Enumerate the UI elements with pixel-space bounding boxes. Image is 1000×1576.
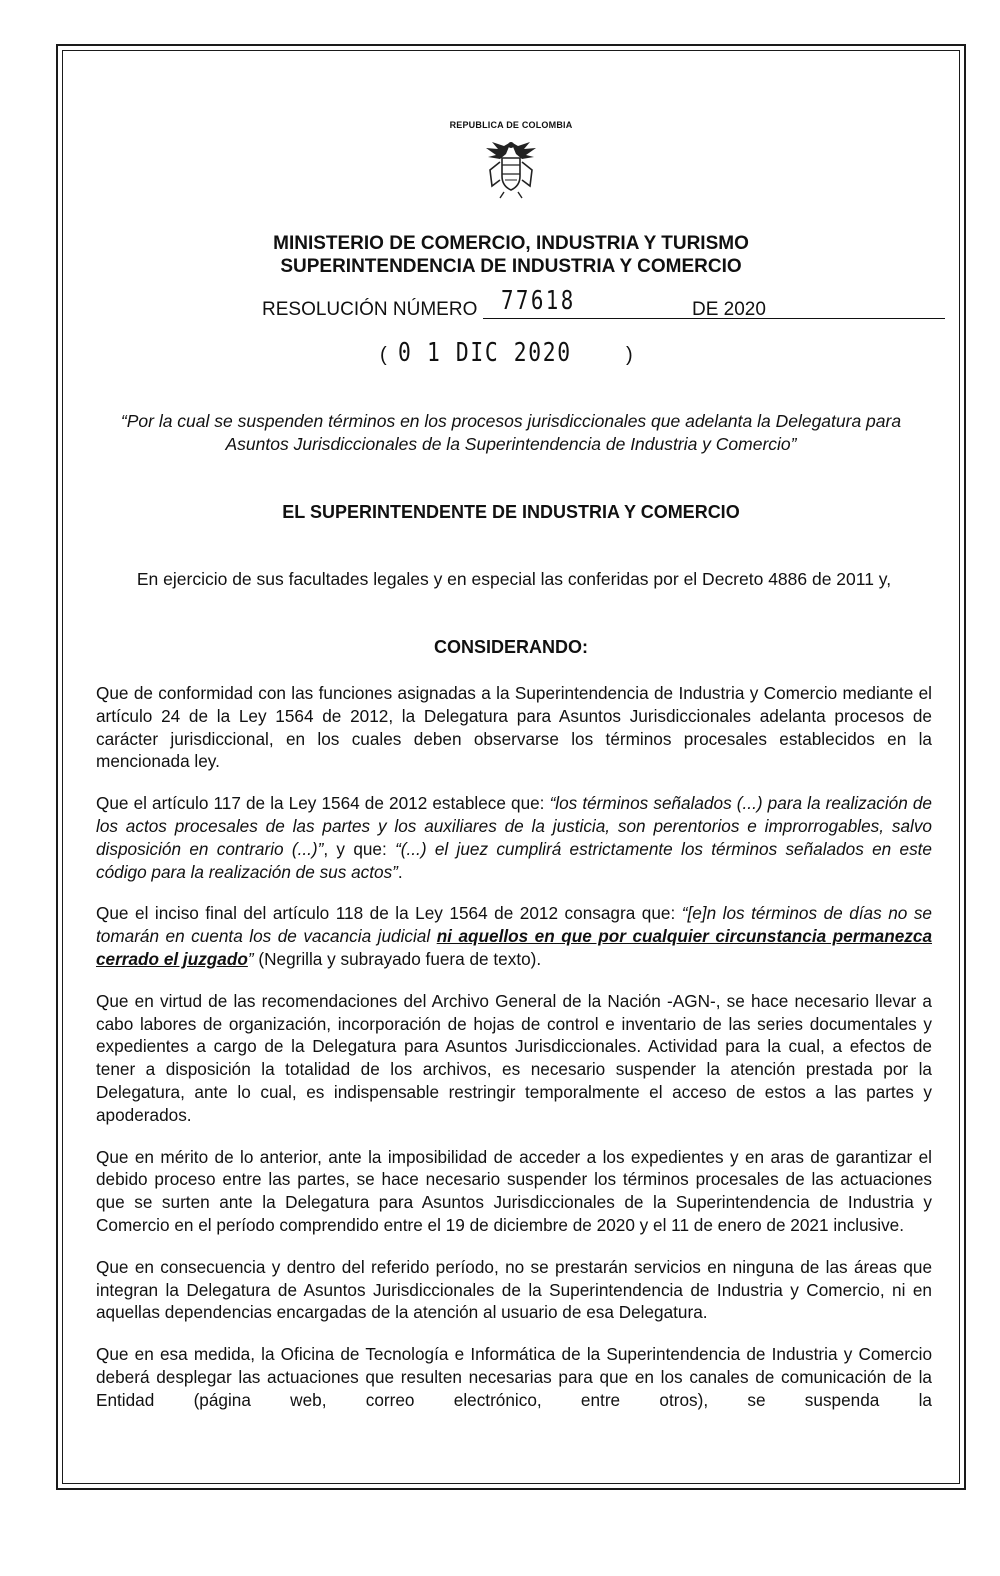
- coat-of-arms-icon: [478, 136, 544, 200]
- paragraph-5: Que en mérito de lo anterior, ante la imposibilidad de acceder a los expedientes y en aras de garantizar el debido proceso entre las partes, se hace necesario suspender los términos procesales de las actuaciones que se surten ante la Delegatura para Asuntos Jurisdiccionales de la Superintendencia de Industria y Comercio en el período comprendido entre el 19 de diciembre de 2020 y el 11 de enero de 2021 inclusive.: [96, 1146, 932, 1235]
- p2-end: .: [397, 861, 403, 882]
- p2-text: Que el artículo 117 de la Ley 1564 de 2012 establece que:: [96, 793, 550, 814]
- date-paren-open: (: [380, 344, 387, 366]
- document-body: [96, 682, 932, 1431]
- p2-quote-1: “los términos señalados (...) para la realización de los actos procesales de las partes y los auxiliares de la justicia, son perentorios e improrrogables, salvo disposición en contrario (...)”: [96, 793, 932, 859]
- p3-bold-underline: ni aquellos en que por cualquier circunstancia permanezca cerrado el juzgado: [96, 926, 933, 969]
- paragraph-4: Que en virtud de las recomendaciones del Archivo General de la Nación -AGN-, se hace necesario llevar a cabo labores de organización, incorporación de hojas de control e inventario de las series documentales y expedientes a cargo de la Delegatura para Asuntos Jurisdiccionales. Actividad para la cual, a efectos de tener a disposición la totalidad de los archivos, es necesario suspender la atención prestada por la Delegatura, ante lo cual, es indispensable restringir temporalmente el acceso de estos a las partes y apoderados.: [96, 990, 932, 1125]
- authority-heading: EL SUPERINTENDENTE DE INDUSTRIA Y COMERCIO: [282, 502, 740, 522]
- paragraph-3: [96, 902, 932, 970]
- ejercicio-text: En ejercicio de sus facultades legales y en especial las conferidas por el Decreto 4886 de 2011 y,: [136, 569, 892, 589]
- republica-label: REPUBLICA DE COLOMBIA: [449, 120, 573, 130]
- p2-quote-2: “(...) el juez cumplirá estrictamente los términos señalados en este código para la realización de sus actos”: [96, 838, 932, 882]
- p3-text: Que el inciso final del artículo 118 de la Ley 1564 de 2012 consagra que:: [96, 903, 682, 924]
- resolucion-number: 77618: [501, 286, 576, 316]
- date-paren-close: ): [626, 344, 633, 366]
- considerando-heading: CONSIDERANDO:: [433, 637, 588, 657]
- p3-note: (Negrilla y subrayado fuera de texto).: [253, 948, 542, 969]
- paragraph-6: Que en consecuencia y dentro del referido período, no se prestarán servicios en ninguna de las áreas que integran la Delegatura de Asuntos Jurisdiccionales de la Superintendencia de Industria y Comercio, ni en aquellas dependencias encargadas de la atención al usuario de esa Delegatura.: [96, 1256, 932, 1323]
- resolucion-year: DE 2020: [692, 299, 766, 320]
- ministerio-title: MINISTERIO DE COMERCIO, INDUSTRIA Y TURISMO: [273, 233, 749, 254]
- superintendencia-title: SUPERINTENDENCIA DE INDUSTRIA Y COMERCIO: [280, 256, 742, 277]
- p2-text-2: , y que:: [323, 838, 396, 859]
- p3-quote-close: ”: [247, 948, 254, 969]
- date-stamp: 0 1 DIC 2020: [398, 338, 572, 368]
- date-line: [380, 340, 680, 370]
- paragraph-2: [96, 792, 932, 883]
- epigraph: “Por la cual se suspenden términos en los procesos jurisdiccionales que adelanta la Delegatura para Asuntos Jurisdiccionales de la Superintendencia de Industria y Comercio”: [120, 411, 902, 454]
- resolucion-label: RESOLUCIÓN NÚMERO: [262, 299, 478, 320]
- paragraph-1: Que de conformidad con las funciones asignadas a la Superintendencia de Industria y Comercio mediante el artículo 24 de la Ley 1564 de 2012, la Delegatura para Asuntos Jurisdiccionales adelanta procesos de carácter jurisdiccional, en los cuales deben observarse los términos procesales establecidos en la mencionada ley.: [96, 683, 932, 772]
- p3-quote: “[e]n los términos de días no se tomarán en cuenta los de vacancia judicial: [96, 903, 932, 947]
- paragraph-7: Que en esa medida, la Oficina de Tecnología e Informática de la Superintendencia de Industria y Comercio deberá desplegar las actuaciones que resulten necesarias para que en los canales de comunicación de la Entidad (página web, correo electrónico, entre otros), se suspenda la: [96, 1344, 932, 1410]
